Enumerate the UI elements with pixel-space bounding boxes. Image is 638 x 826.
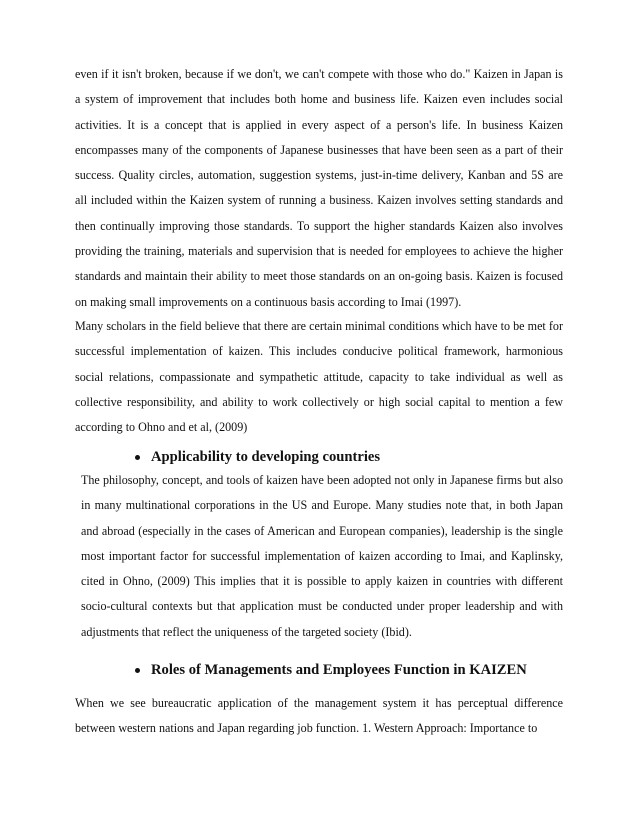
section-heading-roles (135, 662, 527, 679)
section-heading-roles-text: Roles of Managements and Employees Function in KAIZEN (151, 662, 527, 678)
body-paragraph-applicability: The philosophy, concept, and tools of kaizen have been adopted not only in Japanese firms but also in many multinational corporations in the US and Europe. Many studies note that, in both Japan and abroad (especially in the cases of American and European companies), leadership is the single most important factor for successful implementation of kaizen according to Imai, and Kaplinsky, cited in Ohno, (2009) This implies that it is possible to apply kaizen in countries with different socio-cultural contexts but that application must be conducted under proper leadership and with adjustments that reflect the uniqueness of the targeted society (Ibid). (81, 473, 563, 639)
bullet-icon (135, 455, 140, 460)
body-paragraph-kaizen-japan: even if it isn't broken, because if we don't, we can't compete with those who do." Kaizen in Japan is a system of improvement that includes both home and business life. Kaizen even includes social activities. It is a concept that is applied in every aspect of a person's life. In business Kaizen encompasses many of the components of Japanese businesses that have been seen as a part of their success. Quality circles, automation, suggestion systems, just-in-time delivery, Kanban and 5S are all included within the Kaizen system of running a business. Kaizen involves setting standards and then continually improving those standards. To support the higher standards Kaizen also involves providing the training, materials and supervision that is needed for employees to achieve the higher standards and maintain their ability to meet those standards on an on-going basis. Kaizen is focused on making small improvements on a continuous basis according to Imai (1997). (75, 67, 563, 309)
section-heading-applicability (135, 449, 380, 466)
body-paragraph-bureaucratic: When we see bureaucratic application of the management system it has perceptual difference between western nations and Japan regarding job function. 1. Western Approach: Importance to (75, 696, 563, 736)
section-heading-applicability-text: Applicability to developing countries (151, 449, 381, 465)
body-paragraph-minimal-conditions: Many scholars in the field believe that there are certain minimal conditions which have to be met for successful implementation of kaizen. This includes conducive political framework, harmonious social relations, compassionate and sympathetic attitude, capacity to take individual as well as collective responsibility, and ability to work collectively or high social capital to mention a few according to Ohno and et al, (2009) (75, 319, 563, 435)
bullet-icon (135, 668, 140, 673)
